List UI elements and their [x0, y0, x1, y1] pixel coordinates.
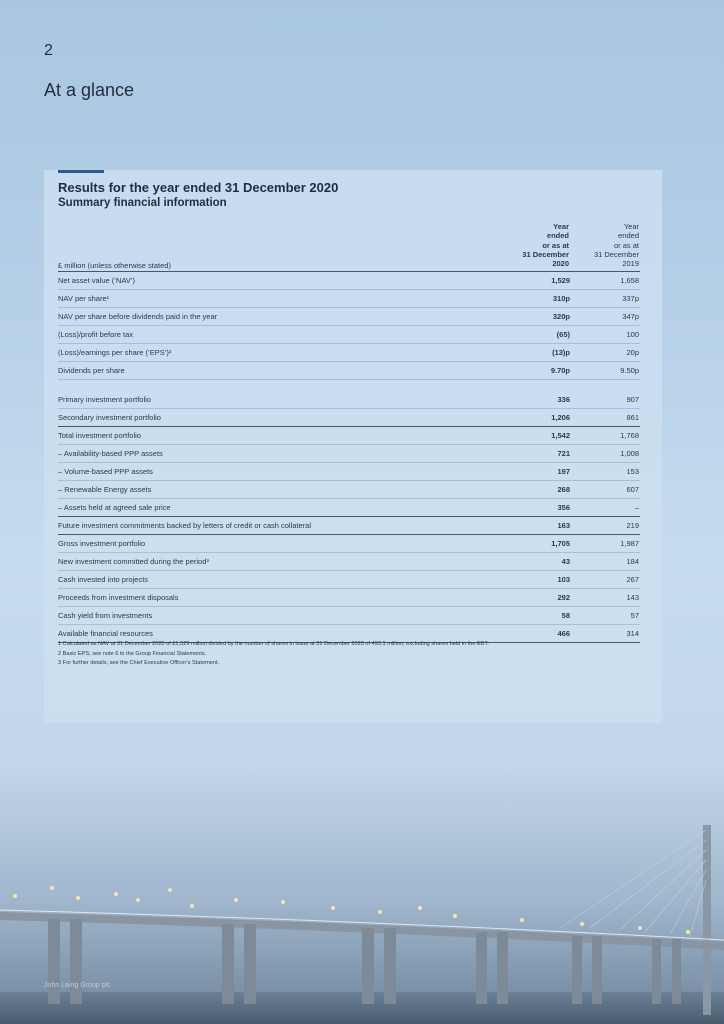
section-subtitle: Summary financial information	[58, 197, 227, 209]
column-header-2019: Year ended or as at 31 December 2019	[593, 222, 639, 269]
table-row: (Loss)/profit before tax (65) 100	[58, 326, 640, 344]
table-row: Cash invested into projects 103 267	[58, 571, 640, 589]
bridge-piers	[48, 919, 681, 1004]
table-row: NAV per share¹ 310p 337p	[58, 290, 640, 308]
footer-company: John Laing Group plc	[44, 982, 111, 989]
table-row: New investment committed during the period³ 43 184	[58, 553, 640, 571]
table-row: Secondary investment portfolio 1,206 861	[58, 409, 640, 427]
table-row: (Loss)/earnings per share (‘EPS’)² (13)p 20p	[58, 344, 640, 362]
unit-label: £ million (unless otherwise stated)	[58, 261, 171, 270]
table-row: – Volume-based PPP assets 197 153	[58, 463, 640, 481]
column-header-2020: Year ended or as at 31 December 2020	[522, 222, 569, 269]
footnote: 1 Calculated as NAV at 31 December 2020 of £1,529 million divided by the number of shares in issue at 31 December 2020 of 493.1 million, excluding shares held in the EBT.	[58, 641, 489, 647]
section-title: Results for the year ended 31 December 2020	[58, 180, 339, 195]
bridge-cables	[560, 830, 706, 936]
footnote: 3 For further details, see the Chief Executive Officer’s Statement.	[58, 660, 220, 666]
table-row: NAV per share before dividends paid in the year 320p 347p	[58, 308, 640, 326]
table-row: Total investment portfolio 1,542 1,768	[58, 427, 640, 445]
bridge-tower	[703, 825, 711, 1015]
table-row: Future investment commitments backed by letters of credit or cash collateral 163 219	[58, 517, 640, 535]
bridge-photo	[0, 820, 724, 1024]
summary-table	[58, 272, 640, 380]
table-row: Proceeds from investment disposals 292 143	[58, 589, 640, 607]
table-row: – Assets held at agreed sale price 356 –	[58, 499, 640, 517]
footnote: 2 Basic EPS; see note 6 to the Group Financial Statements.	[58, 650, 207, 657]
table-row: Net asset value (‘NAV’) 1,529 1,658	[58, 272, 640, 290]
table-row: Primary investment portfolio 336 907	[58, 391, 640, 409]
portfolio-table	[58, 391, 640, 643]
table-row: Cash yield from investments 58 57	[58, 607, 640, 625]
page-number: 2	[44, 42, 53, 59]
table-row: Available financial resources 466 314	[58, 625, 640, 643]
table-row: – Availability-based PPP assets 721 1,008	[58, 445, 640, 463]
table-row: Dividends per share 9.70p 9.50p	[58, 362, 640, 380]
accent-bar	[58, 170, 104, 173]
results-panel	[44, 170, 662, 723]
table-row: – Renewable Energy assets 268 607	[58, 481, 640, 499]
page-title: At a glance	[44, 80, 135, 100]
table-row: Gross investment portfolio 1,705 1,987	[58, 535, 640, 553]
footnotes	[58, 640, 640, 669]
